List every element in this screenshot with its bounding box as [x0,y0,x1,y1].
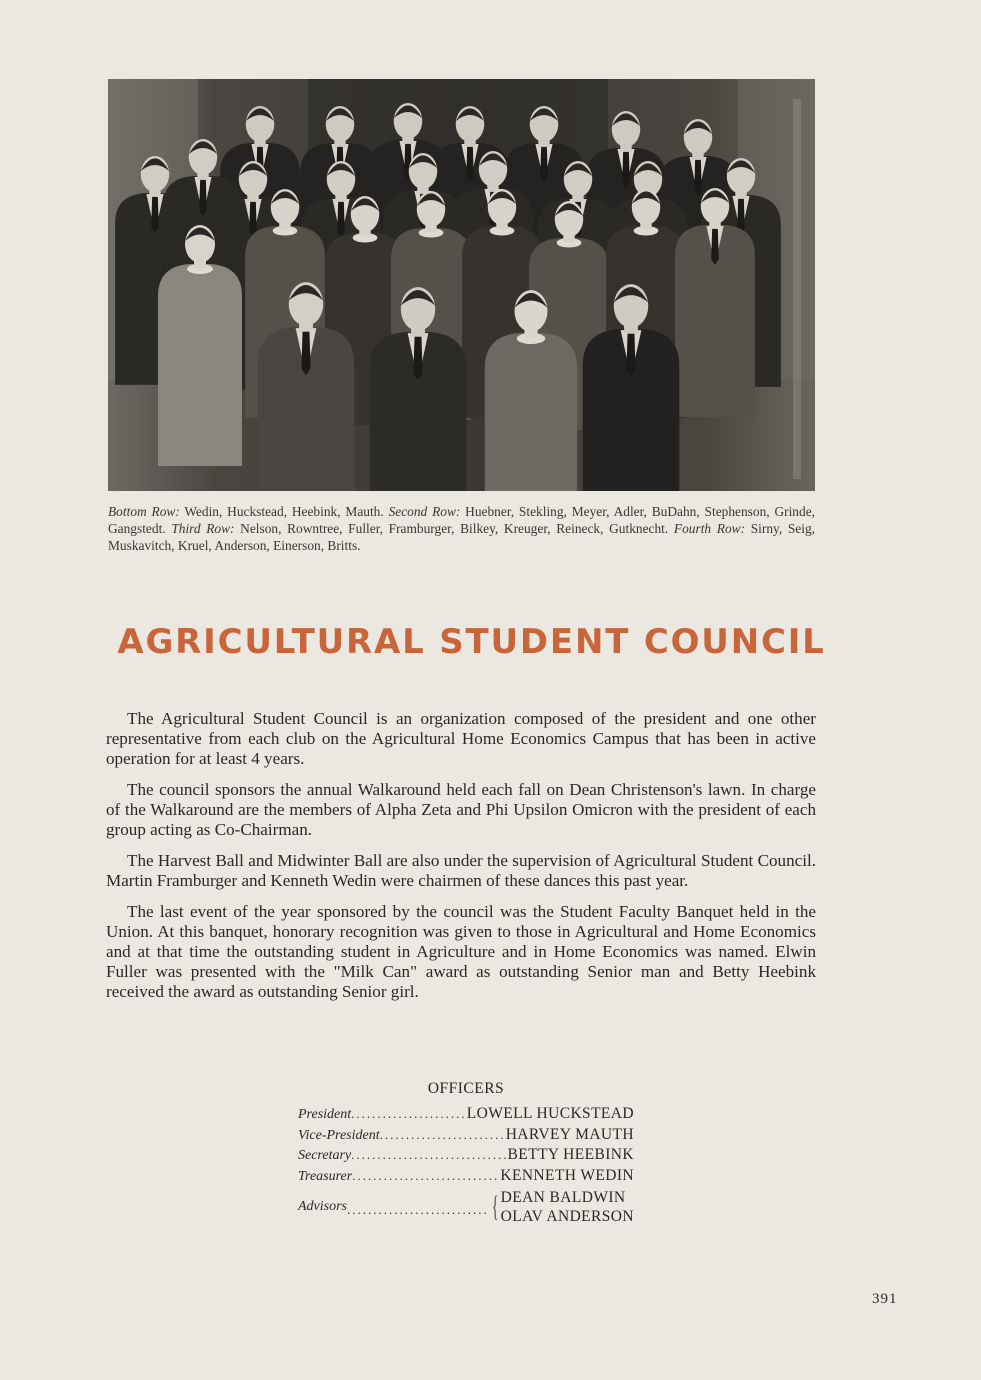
page-number: 391 [872,1291,898,1307]
officers-heading: OFFICERS [427,1080,505,1097]
caption-row-label: Second Row: [388,504,461,519]
caption-row-label: Bottom Row: [108,504,180,519]
officer-role: Advisors [298,1199,347,1214]
officer-row-secretary [298,1146,634,1167]
officer-row-vice-president [298,1126,634,1147]
caption-row-label: Third Row: [171,521,235,536]
officer-row-president [298,1105,634,1126]
caption-row-names: Sirny, Seig, Muskavitch, Kruel, Anderson, Einerson, Britts. [108,521,815,553]
leader-dots [352,1168,500,1184]
officer-role: Treasurer [298,1168,353,1184]
officer-name: LOWELL HUCKSTEAD [466,1105,634,1122]
caption-row-names: Wedin, Huckstead, Heebink, Mauth. [179,504,389,519]
officer-name: HARVEY MAUTH [505,1125,634,1143]
advisor-name: DEAN BALDWIN [500,1189,626,1206]
body-text [106,709,816,1013]
leader-dots [351,1147,507,1163]
officer-role: Vice-President [298,1127,380,1143]
officer-role: Secretary [298,1148,352,1163]
paragraph: The council sponsors the annual Walkaround held each fall on Dean Christenson's lawn. In charge of the Walkaround are the members of Alpha Zeta and Phi Upsilon Omicron with the president of each group acting as Co-Chairman. [106,780,816,839]
officer-row-advisors [298,1188,634,1226]
officer-row-treasurer [298,1167,634,1188]
officer-name: BETTY HEEBINK [507,1146,634,1163]
advisor-names [501,1188,634,1226]
page-title: AGRICULTURAL STUDENT COUNCIL [117,622,826,662]
photo-caption [108,503,815,554]
group-photo [108,79,815,491]
officers-list [298,1080,634,1226]
paragraph: The Agricultural Student Council is an organization composed of the president and one other representative from each club on the Agricultural Home Economics Campus that has been in active operation for at least 4 years. [106,709,816,768]
caption-row-names: Huebner, Stekling, Meyer, Adler, BuDahn, Stephenson, Grinde, Gangstedt. [108,504,815,536]
caption-row-names: Nelson, Rowntree, Fuller, Framburger, Bilkey, Kreuger, Reineck, Gutknecht. [234,521,674,536]
brace-glyph: { [491,1190,500,1223]
leader-dots [380,1127,506,1143]
paragraph: The last event of the year sponsored by the council was the Student Faculty Banquet held in the Union. At this banquet, honorary recognition was given to those in Agricultural and Home Economics and at that time the outstanding student in Agriculture and in Home Economics was named. Elwin Fuller was presented with the "Milk Can" award as outstanding Senior man and Betty Heebink received the award as outstanding Senior girl. [106,902,816,1001]
group-photo-illustration [108,79,815,491]
leader-dots [351,1106,467,1122]
advisor-name: OLAV ANDERSON [500,1208,634,1225]
caption-row-label: Fourth Row: [673,521,746,536]
officer-name: KENNETH WEDIN [500,1166,634,1184]
paragraph: The Harvest Ball and Midwinter Ball are also under the supervision of Agricultural Student Council. Martin Framburger and Kenneth Wedin were chairmen of these dances this past year. [106,851,816,890]
leader-dots [347,1196,488,1218]
officer-role: President [298,1107,352,1122]
